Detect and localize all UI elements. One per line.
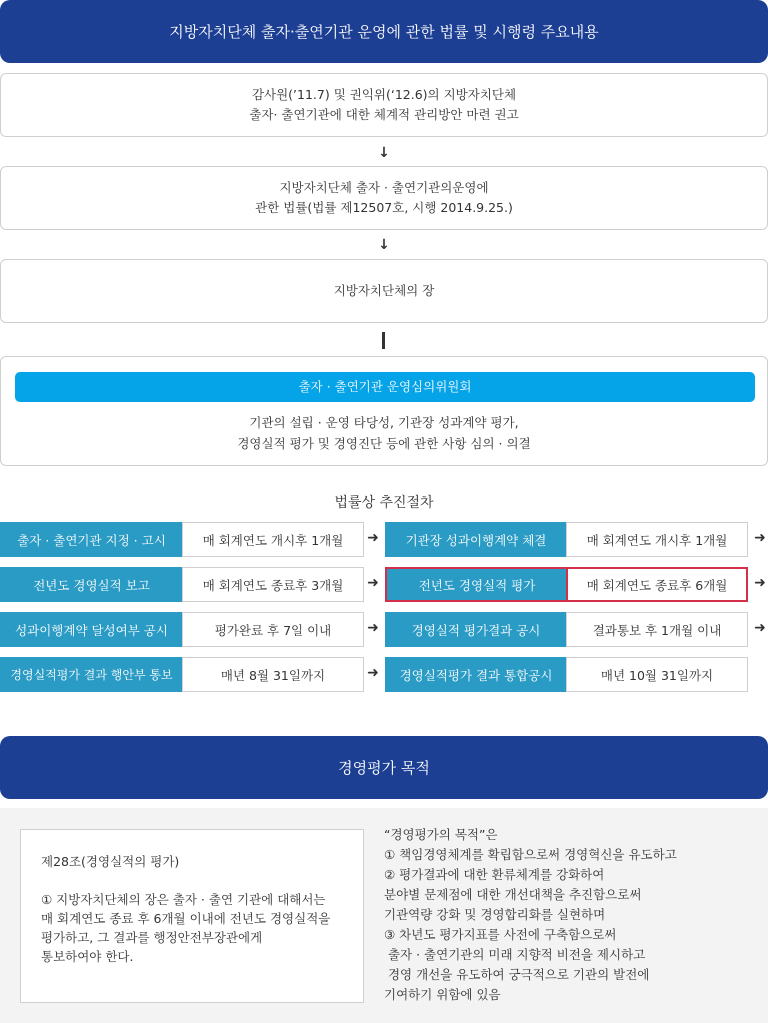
procedure-value: 평가완료 후 7일 이내 (182, 612, 364, 647)
arrow-right-icon: ➜ (367, 530, 379, 546)
page-title (0, 0, 768, 63)
committee-title: 출자 · 출연기관 운영심의위원회 (15, 372, 755, 402)
purpose-line: 출자 · 출연기관의 미래 지향적 비전을 제시하고 (384, 947, 646, 962)
procedure-label: 전년도 경영실적 보고 (0, 567, 183, 602)
law-article-line: 평가하고, 그 결과를 행정안전부장관에게 (41, 930, 263, 945)
committee-desc (1, 412, 767, 454)
purpose-line: ② 평가결과에 대한 환류체계를 강화하여 (384, 867, 605, 882)
law-article-line: 매 회계연도 종료 후 6개월 이내에 전년도 경영실적을 (41, 911, 331, 926)
purpose-line: 경영 개선을 유도하여 궁극적으로 기관의 발전에 (384, 967, 650, 982)
committee-box (0, 356, 768, 466)
flow-connector (382, 332, 385, 349)
purpose-line: ① 책임경영체계를 확립함으로써 경영혁신을 유도하고 (384, 847, 677, 862)
flow-step-audit (0, 73, 768, 137)
procedure-title: 법률상 추진절차 (334, 495, 434, 511)
procedure-value: 결과통보 후 1개월 이내 (566, 612, 748, 647)
law-article-box (20, 829, 364, 1003)
purpose-line: 기관역량 강화 및 경영합리화를 실현하며 (384, 907, 606, 922)
purpose-title (0, 736, 768, 799)
purpose-line: ③ 차년도 평가지표를 사전에 구축함으로써 (384, 927, 617, 942)
procedure-value: 매년 10월 31일까지 (566, 657, 748, 692)
procedure-label-highlighted: 전년도 경영실적 평가 (385, 567, 567, 602)
procedure-label: 출자 · 출연기관 지정 · 고시 (0, 522, 183, 557)
arrow-right-icon: ➜ (367, 665, 379, 681)
committee-desc-line2: 경영실적 평가 및 경영진단 등에 관한 사항 심의 · 의결 (237, 436, 531, 451)
law-article-body (41, 890, 343, 966)
purpose-text (384, 825, 764, 1005)
committee-desc-line1: 기관의 설립 · 운영 타당성, 기관장 성과계약 평가, (249, 415, 519, 430)
flow-step-law-line1: 지방자치단체 출자 · 출연기관의운영에 (279, 180, 489, 195)
flow-step-head (0, 259, 768, 323)
law-article-heading: 제28조(경영실적의 평가) (41, 854, 180, 869)
arrow-right-icon: ➜ (754, 530, 766, 546)
law-article-line: 통보하여야 한다. (41, 949, 134, 964)
flow-step-law (0, 166, 768, 230)
flow-step-audit-line2: 출자· 출연기관에 대한 체계적 관리방안 마련 권고 (249, 107, 519, 122)
purpose-section (0, 808, 768, 1023)
arrow-right-icon: ➜ (754, 620, 766, 636)
arrow-right-icon: ➜ (367, 620, 379, 636)
flow-step-head-text: 지방자치단체의 장 (333, 283, 435, 298)
arrow-right-icon: ➜ (754, 575, 766, 591)
arrow-down-icon: ↓ (378, 145, 390, 161)
purpose-line: 기여하기 위함에 있음 (384, 987, 501, 1002)
procedure-value-highlighted: 매 회계연도 종료후 6개월 (566, 567, 748, 602)
procedure-label: 경영실적평가 결과 통합공시 (385, 657, 567, 692)
procedure-value: 매 회계연도 종료후 3개월 (182, 567, 364, 602)
procedure-value: 매년 8월 31일까지 (182, 657, 364, 692)
law-article-line: ① 지방자치단체의 장은 출자 · 출연 기관에 대해서는 (41, 892, 326, 907)
flow-step-law-line2: 관한 법률(법률 제12507호, 시행 2014.9.25.) (255, 200, 513, 215)
arrow-right-icon: ➜ (367, 575, 379, 591)
page-title-text: 지방자치단체 출자·출연기관 운영에 관한 법률 및 시행령 주요내용 (169, 23, 599, 41)
procedure-label: 경영실적 평가결과 공시 (385, 612, 567, 647)
procedure-value: 매 회계연도 개시후 1개월 (182, 522, 364, 557)
purpose-title-text: 경영평가 목적 (338, 759, 430, 777)
procedure-label: 성과이행계약 달성여부 공시 (0, 612, 183, 647)
flow-step-audit-line1: 감사원(’11.7) 및 권익위(‘12.6)의 지방자치단체 (251, 87, 517, 102)
procedure-label: 기관장 성과이행계약 체결 (385, 522, 567, 557)
procedure-label: 경영실적평가 결과 행안부 통보 (0, 657, 183, 692)
purpose-line: 분야별 문제점에 대한 개선대책을 추진함으로써 (384, 887, 642, 902)
arrow-down-icon: ↓ (378, 237, 390, 253)
purpose-line: “경영평가의 목적”은 (384, 827, 498, 842)
procedure-value: 매 회계연도 개시후 1개월 (566, 522, 748, 557)
